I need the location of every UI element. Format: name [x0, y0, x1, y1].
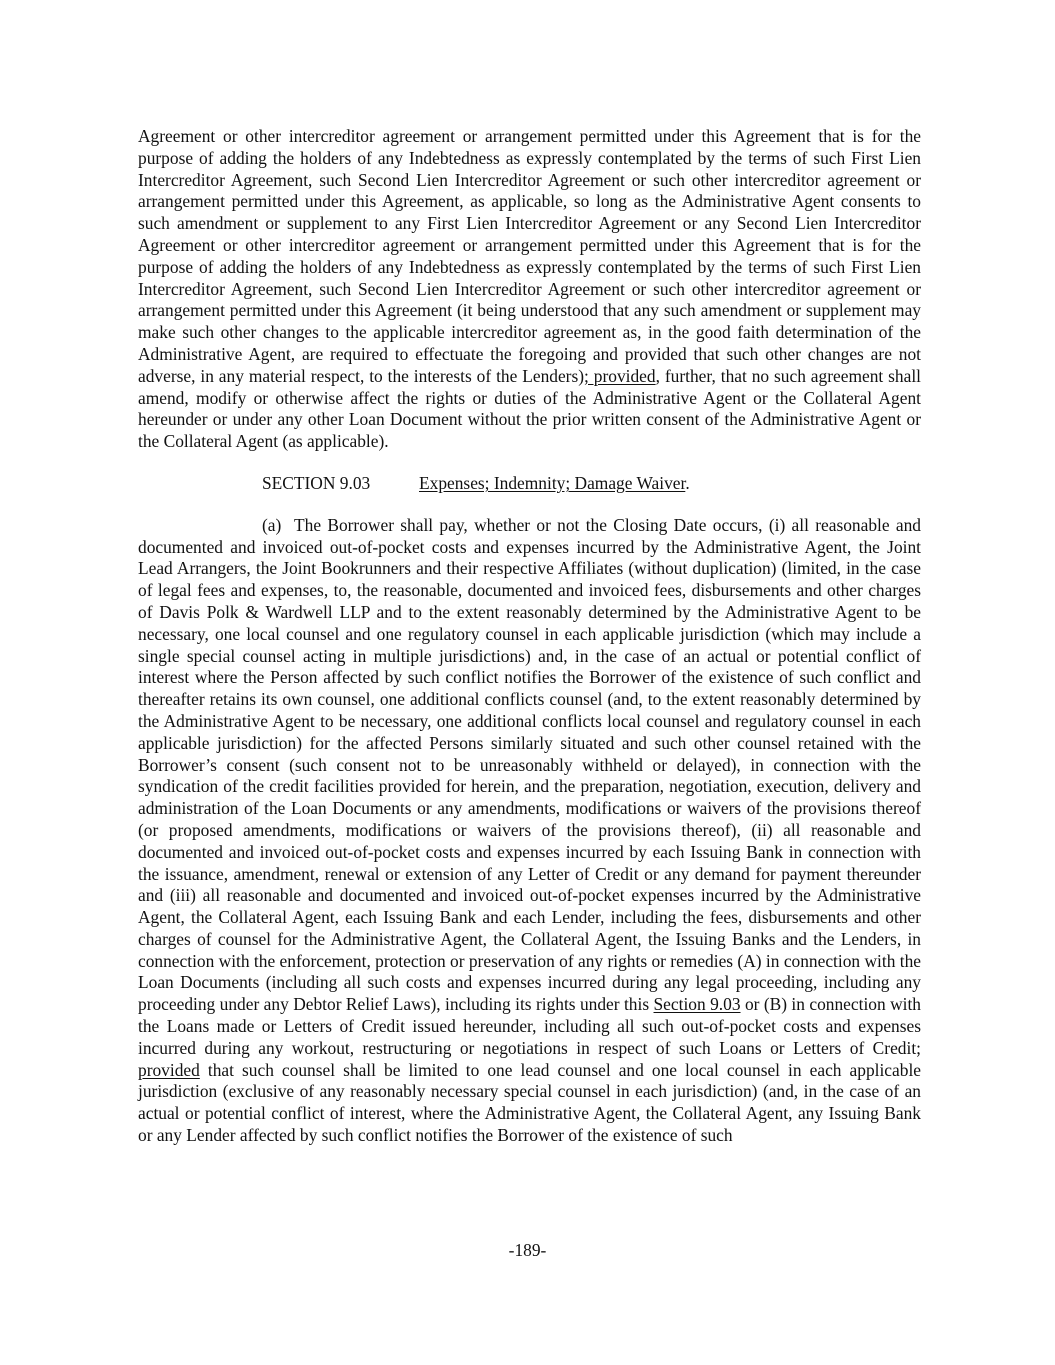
para2-text-c: that such counsel shall be limited to one lead counsel and one local counsel in each applicable jurisdiction (exclusive of any reasonably necessary special counsel in each jurisdiction) (and, in the case of an actual or potential conflict of interest, where the Administrative Agent, the Collateral Agent, any Issuing Bank or any Lender affected by such conflict notifies the Borrower of the existence of such: [138, 1059, 921, 1146]
section-reference-link: Section 9.03: [653, 994, 741, 1015]
para1-text-b: , further, that no such agreement shall amend, modify or otherwise affect the rights or duties of the Administrative Agent or the Collateral Agent hereunder or under any other Loan Document without the prior written consent of the Administrative Agent or the Collateral Agent (as applicable).: [138, 365, 921, 452]
section-heading: [138, 473, 921, 495]
provided-underlined: provided: [138, 1059, 200, 1080]
para1-provided-underlined: ; provided: [584, 365, 656, 386]
section-number: SECTION 9.03: [262, 472, 371, 493]
paragraph-intercreditor: [138, 126, 921, 453]
section-title-end: .: [685, 472, 690, 493]
clause-label: (a): [262, 514, 282, 535]
document-page: [138, 126, 921, 1147]
para2-text-b: or (B) in connection with the Loans made or Letters of Credit issued hereunder, including all such out-of-pocket costs and expenses incurred during any workout, restructuring or negotiations in respect of such Loans or Letters of Credit;: [138, 994, 921, 1058]
para1-text-a: Agreement or other intercreditor agreement or arrangement permitted under this Agreement that is for the purpose of adding the holders of any Indebtedness as expressly contemplated by the terms of such First Lien Intercreditor Agreement, such Second Lien Intercreditor Agreement or such other intercreditor agreement or arrangement permitted under this Agreement, as applicable, so long as the Administrative Agent consents to such amendment or supplement to any First Lien Intercreditor Agreement or any Second Lien Intercreditor Agreement or other intercreditor agreement or arrangement permitted under this Agreement that is for the purpose of adding the holders of any Indebtedness as expressly contemplated by the terms of such First Lien Intercreditor Agreement, such Second Lien Intercreditor Agreement or such other intercreditor agreement or arrangement permitted under this Agreement (it being understood that any such amendment or supplement may make such other changes to the applicable intercreditor agreement as, in the good faith determination of the Administrative Agent, are required to effectuate the foregoing and provided that such other changes are not adverse, in any material respect, to the interests of the Lenders): [138, 126, 921, 386]
section-title: Expenses; Indemnity; Damage Waiver: [419, 472, 686, 493]
page-number: -189-: [508, 1240, 547, 1260]
para2-text-a: The Borrower shall pay, whether or not the Closing Date occurs, (i) all reasonable and documented and invoiced out-of-pocket costs and expenses incurred by the Administrative Agent, the Joint Lead Arrangers, the Joint Bookrunners and their respective Affiliates (without duplication) (limited, in the case of legal fees and expenses, to, the reasonable, documented and invoiced fees, disbursements and other charges of Davis Polk & Wardwell LLP and to the extent reasonably determined by the Administrative Agent to be necessary, one local counsel and one regulatory counsel in each applicable jurisdiction (which may include a single special counsel acting in multiple jurisdictions) and, in the case of an actual or potential conflict of interest where the Person affected by such conflict notifies the Borrower of the existence of such conflict and thereafter retains its own counsel, one additional conflicts counsel (and, to the extent reasonably determined by the Administrative Agent to be necessary, one additional conflicts local counsel and regulatory counsel in each applicable jurisdiction) for the affected Persons similarly situated and such other counsel retained with the Borrower’s consent (such consent not to be unreasonably withheld or delayed), in connection with the syndication of the credit facilities provided for herein, and the preparation, negotiation, execution, delivery and administration of the Loan Documents or any amendments, modifications or waivers of the provisions thereof (or proposed amendments, modifications or waivers of the provisions thereof), (ii) all reasonable and documented and invoiced out-of-pocket costs and expenses incurred by each Issuing Bank in connection with the issuance, amendment, renewal or extension of any Letter of Credit or any demand for payment thereunder and (iii) all reasonable and documented and invoiced out-of-pocket expenses incurred by the Administrative Agent, the Collateral Agent, each Issuing Bank and each Lender, including the fees, disbursements and other charges of counsel for the Administrative Agent, the Collateral Agent, the Issuing Banks and the Lenders, in connection with the enforcement, protection or preservation of any rights or remedies (A) in connection with the Loan Documents (including all such costs and expenses incurred during any legal proceeding, including any proceeding under any Debtor Relief Laws), including its rights under this: [138, 514, 921, 1015]
paragraph-expenses: [138, 515, 921, 1147]
